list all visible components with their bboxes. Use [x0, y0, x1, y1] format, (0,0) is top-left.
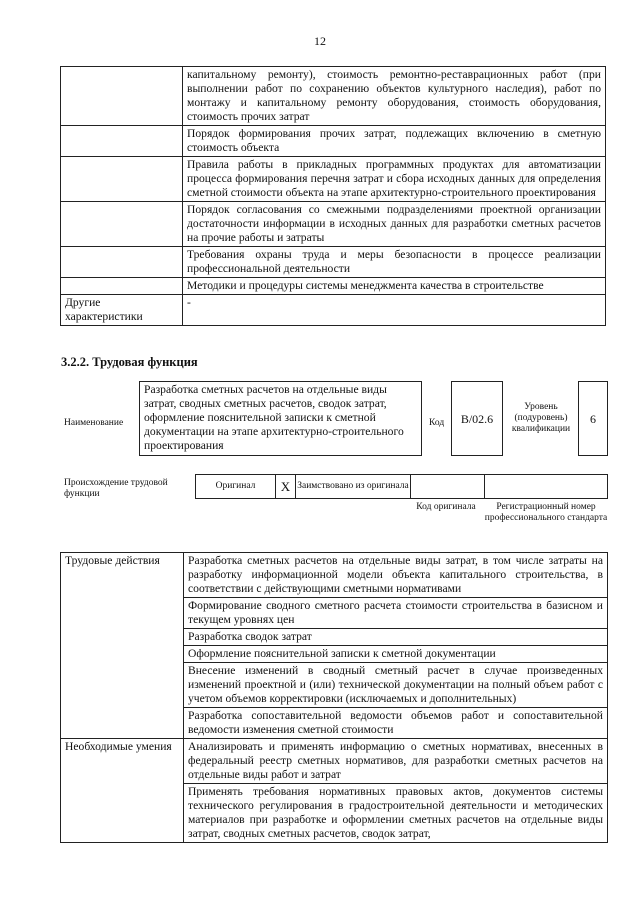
name-label: Наименование	[64, 418, 124, 428]
row-label	[61, 126, 183, 157]
row-text: Анализировать и применять информацию о сметных нормативах, внесенных в федеральный реестр сметных нормативов, для разработки сметных расчетов на отдельные виды работ и затрат	[184, 739, 608, 784]
row-label	[61, 278, 183, 295]
table-row	[61, 278, 606, 295]
original-label: Оригинал	[196, 475, 276, 499]
table-row	[61, 67, 606, 126]
group-label: Трудовые действия	[61, 553, 184, 739]
row-text: капитальному ремонту), стоимость ремонтно-реставрационных работ (при выполнении работ по сохранению объектов культурного наследия), работ по монтажу и капитальному ремонту оборудования, стоимость оборудования, стоимость прочих затрат	[183, 67, 606, 126]
row-label	[61, 247, 183, 278]
row-text: Формирование сводного сметного расчета стоимости строительства в базисном и текущем уровнях цен	[184, 598, 608, 629]
level-label: Уровень (подуровень) квалификации	[511, 402, 571, 434]
row-text: -	[183, 295, 606, 326]
page-number: 12	[314, 34, 326, 48]
row-label	[61, 157, 183, 202]
row-text: Оформление пояснительной записки к сметной документации	[184, 646, 608, 663]
row-text: Применять требования нормативных правовых актов, документов системы технического регулирования в градостроительной деятельности и методических материалов при разработке и оформлении сметных расчетов на отдельные виды затрат, сводных сметных расчетов, сводок затрат,	[184, 784, 608, 843]
section-title: 3.2.2. Трудовая функция	[61, 355, 198, 369]
knowledge-table	[60, 66, 606, 326]
reg-number-label: Регистрационный номер профессионального стандарта	[484, 502, 608, 523]
function-name-box: Разработка сметных расчетов на отдельные виды затрат, сводных сметных расчетов, сводок затрат, оформление пояснительной записки к сметной документации на этапе архитектурно-строительного проектирования	[139, 381, 422, 456]
table-row	[61, 202, 606, 247]
table-row	[61, 739, 608, 784]
origin-table	[195, 474, 608, 499]
reg-number-cell	[485, 475, 608, 499]
table-row	[61, 247, 606, 278]
table-row	[61, 295, 606, 326]
row-text: Внесение изменений в сводный сметный расчет в случае произведенных изменений проектной и (или) технической документации на полный объем работ с учетом объемов корректировки (исключаемых и дополнительных)	[184, 663, 608, 708]
borrowed-label: Заимствовано из оригинала	[296, 475, 411, 499]
code-original-cell	[411, 475, 485, 499]
row-label	[61, 202, 183, 247]
row-text: Методики и процедуры системы менеджмента качества в строительстве	[183, 278, 606, 295]
group-label: Необходимые умения	[61, 739, 184, 843]
table-row	[61, 157, 606, 202]
row-text: Требования охраны труда и меры безопасности в процессе реализации профессиональной деятельности	[183, 247, 606, 278]
row-text: Правила работы в прикладных программных продуктах для автоматизации процесса формирования перечня затрат и сбора исходных данных для определения сметной стоимости объекта на этапе архитектурно-строительного проектирования	[183, 157, 606, 202]
row-text: Порядок формирования прочих затрат, подлежащих включению в сметную стоимость объекта	[183, 126, 606, 157]
row-text: Разработка сметных расчетов на отдельные виды затрат, в том числе затраты на разработку информационной модели объекта капитального строительства, в соответствии с действующими сметными нормативами	[184, 553, 608, 598]
table-row	[61, 553, 608, 598]
row-text: Порядок согласования со смежными подразделениями проектной организации достаточности информации в исходных данных для разработки сметных расчетов на прочие работы и затраты	[183, 202, 606, 247]
level-value-box: 6	[578, 381, 608, 456]
row-label: Другие характеристики	[61, 295, 183, 326]
row-text: Разработка сводок затрат	[184, 629, 608, 646]
original-mark: X	[276, 475, 296, 499]
labor-actions-table	[60, 552, 608, 843]
code-label: Код	[429, 418, 445, 428]
code-value-box: B/02.6	[451, 381, 503, 456]
row-label	[61, 67, 183, 126]
code-original-label: Код оригинала	[416, 502, 476, 512]
origin-label: Происхождение трудовой функции	[64, 478, 168, 499]
table-row	[61, 126, 606, 157]
row-text: Разработка сопоставительной ведомости объемов работ и сопоставительной ведомости изменения сметной стоимости	[184, 708, 608, 739]
